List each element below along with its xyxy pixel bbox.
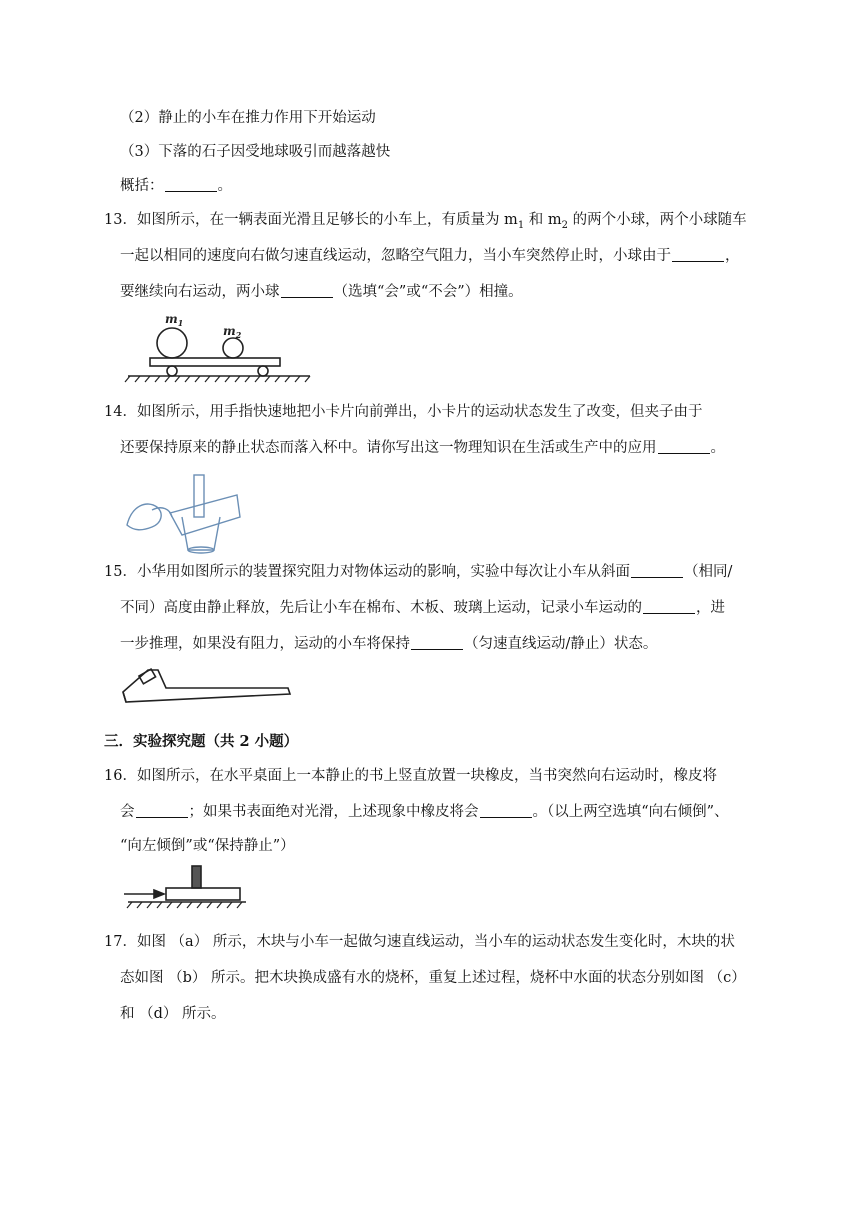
q17-number: 17．: [104, 934, 137, 950]
item-3-text: （3）下落的石子因受地球吸引而越落越快: [120, 144, 391, 160]
label-m1: $m_1$: [165, 312, 184, 328]
figure-ramp-and-track: [118, 662, 298, 712]
answer-blank: [411, 635, 463, 650]
answer-blank: [281, 283, 333, 298]
summary-end: 。: [217, 178, 232, 194]
figure-card-and-cup: [122, 465, 252, 555]
q15-text-b: （相同/: [683, 564, 733, 580]
q13-text-c: 的两个小球，两个小球随车: [568, 212, 747, 228]
summary-line: [120, 176, 232, 196]
q15-line1: [104, 562, 732, 582]
answer-blank: [165, 177, 217, 192]
q16-text-a: 如图所示，在水平桌面上一本静止的书上竖直放置一块橡皮，当书突然向右运动时，橡皮将: [136, 768, 717, 784]
q17-line3: 和 （d） 所示。: [120, 1006, 226, 1022]
cart-board: [150, 358, 280, 366]
q13-text-a: 如图所示，在一辆表面光滑且足够长的小车上，有质量为 m: [136, 212, 518, 228]
summary-label: 概括：: [120, 178, 164, 194]
ramp-edge: [123, 692, 126, 702]
answer-blank: [136, 803, 188, 818]
q16-text-c: ；如果书表面绝对光滑，上述现象中橡皮将会: [188, 804, 479, 820]
q17-line1: [104, 932, 735, 952]
q13-text-e: ，: [725, 248, 740, 264]
q13-text-g: （选填“会”或“不会”）相撞。: [333, 284, 523, 300]
q16-number: 16．: [104, 768, 137, 784]
answer-blank: [658, 439, 710, 454]
card-sketch: [170, 495, 240, 535]
item-2-text: （2）静止的小车在推力作用下开始运动: [120, 110, 376, 126]
section-heading: 三．实验探究题（共 2 小题）: [104, 733, 299, 750]
q15-number: 15．: [104, 564, 137, 580]
ball-m1: [157, 328, 187, 358]
q15-line2: [120, 598, 725, 618]
clip-sketch: [194, 475, 204, 517]
q16-line2: [120, 802, 729, 822]
q17-text-a: 如图 （a） 所示，木块与小车一起做匀速直线运动，当小车的运动状态发生变化时，木块的状: [136, 934, 735, 950]
eraser: [192, 866, 201, 888]
answer-blank: [643, 599, 695, 614]
table-hatch: [127, 902, 242, 908]
q16-text-d: 。（以上两空选填“向右倾倒”、: [532, 804, 729, 820]
q17-line2: 态如图 （b） 所示。把木块换成盛有水的烧杯，重复上述过程，烧杯中水面的状态分别如图 （c）: [120, 970, 746, 986]
ball-m2: [223, 338, 243, 358]
q13-text-b: 和 m: [524, 212, 562, 228]
q16-text-b: 会: [120, 804, 135, 820]
q13-sub1: 1: [517, 219, 525, 231]
figure-cart-with-balls: [120, 305, 320, 385]
q15-text-e: 一步推理，如果没有阻力，运动的小车将保持: [120, 636, 410, 652]
q13-number: 13．: [104, 212, 137, 228]
q15-text-c: 不同）高度由静止释放，先后让小车在棉布、木板、玻璃上运动，记录小车运动的: [120, 600, 642, 616]
wheel-right: [258, 366, 268, 376]
q14-text-a: 如图所示，用手指快速地把小卡片向前弹出，小卡片的运动状态发生了改变，但夹子由于: [136, 404, 703, 420]
ramp-track: [123, 670, 290, 702]
q16-line3: “向左倾倒”或“保持静止”）: [120, 838, 295, 854]
q14-line2: [120, 438, 725, 458]
answer-blank: [631, 563, 683, 578]
q15-text-f: （匀速直线运动/静止）状态。: [464, 636, 658, 652]
q15-line3: [120, 634, 657, 654]
wheel-left: [167, 366, 177, 376]
ground-hatch: [125, 376, 310, 382]
push-arrow-head: [154, 890, 164, 898]
book: [166, 888, 240, 900]
q13-text-d: 一起以相同的速度向右做匀速直线运动，忽略空气阻力，当小车突然停止时，小球由于: [120, 248, 671, 264]
q13-line1: [104, 210, 747, 236]
q14-text-b: 还要保持原来的静止状态而落入杯中。请你写出这一物理知识在生活或生产中的应用: [120, 440, 657, 456]
q14-text-c: 。: [710, 440, 725, 456]
answer-blank: [672, 247, 724, 262]
q13-line2: [120, 246, 740, 266]
q13-sub2: 2: [561, 219, 569, 231]
q16-line1: [104, 766, 717, 786]
q13-text-f: 要继续向右运动，两小球: [120, 284, 280, 300]
q13-line3: [120, 282, 523, 302]
answer-blank: [480, 803, 532, 818]
q15-text-d: ，进: [696, 600, 725, 616]
q14-number: 14．: [104, 404, 137, 420]
label-m2: $m_2$: [223, 324, 242, 340]
figure-book-and-eraser: [122, 862, 252, 922]
q15-text-a: 小华用如图所示的装置探究阻力对物体运动的影响，实验中每次让小车从斜面: [136, 564, 630, 580]
q14-line1: [104, 402, 702, 422]
finger-sketch: [152, 508, 172, 517]
